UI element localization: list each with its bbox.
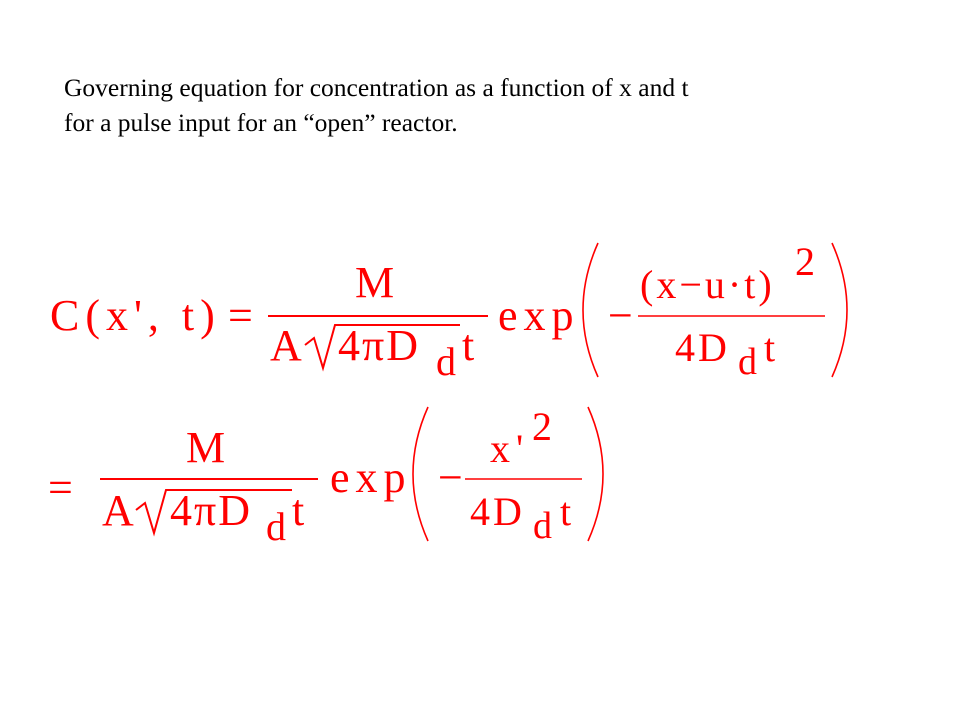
eq1-inner-subscript: d — [738, 341, 757, 383]
eq2-right-paren — [588, 407, 603, 541]
eq2-left-paren — [413, 407, 428, 541]
eq1-inner-t: t — [764, 325, 776, 370]
eq1-denom-root: 4πD — [338, 321, 420, 370]
eq1-minus: − — [608, 291, 633, 340]
equation-2 — [48, 404, 603, 549]
eq1-exp: exp — [498, 291, 580, 340]
eq1-subscript: d — [436, 339, 456, 384]
eq1-equals: = — [228, 291, 253, 340]
eq2-exp: exp — [330, 453, 412, 502]
eq2-inner-denom: 4D — [470, 489, 525, 534]
eq2-denom-a: A — [102, 486, 134, 535]
eq2-subscript: d — [266, 504, 286, 549]
eq1-inner-power: 2 — [795, 239, 815, 284]
eq1-denom-t: t — [462, 321, 475, 370]
caption-line-2: for a pulse input for an “open” reactor. — [64, 108, 458, 137]
eq2-inner-numerator: x' — [490, 426, 530, 471]
eq1-denom-a: A — [270, 321, 302, 370]
equation-1 — [50, 239, 847, 384]
eq1-right-paren — [832, 243, 847, 377]
eq2-equals: = — [48, 463, 73, 512]
eq2-numerator: M — [186, 423, 226, 472]
eq2-minus: − — [438, 453, 463, 502]
eq2-inner-subscript: d — [533, 505, 552, 547]
eq1-inner-denom: 4D — [675, 325, 730, 370]
eq1-numerator: M — [355, 258, 395, 307]
eq1-lhs: C(x', t) — [50, 291, 221, 340]
eq1-left-paren — [583, 243, 598, 377]
eq2-inner-t: t — [560, 489, 572, 534]
eq2-inner-power: 2 — [532, 404, 552, 449]
eq2-denom-t: t — [292, 486, 305, 535]
caption-line-1: Governing equation for concentration as a function of x and t — [64, 73, 689, 102]
eq2-denom-root: 4πD — [170, 486, 252, 535]
eq1-inner-numerator: (x−u·t) — [640, 262, 775, 307]
